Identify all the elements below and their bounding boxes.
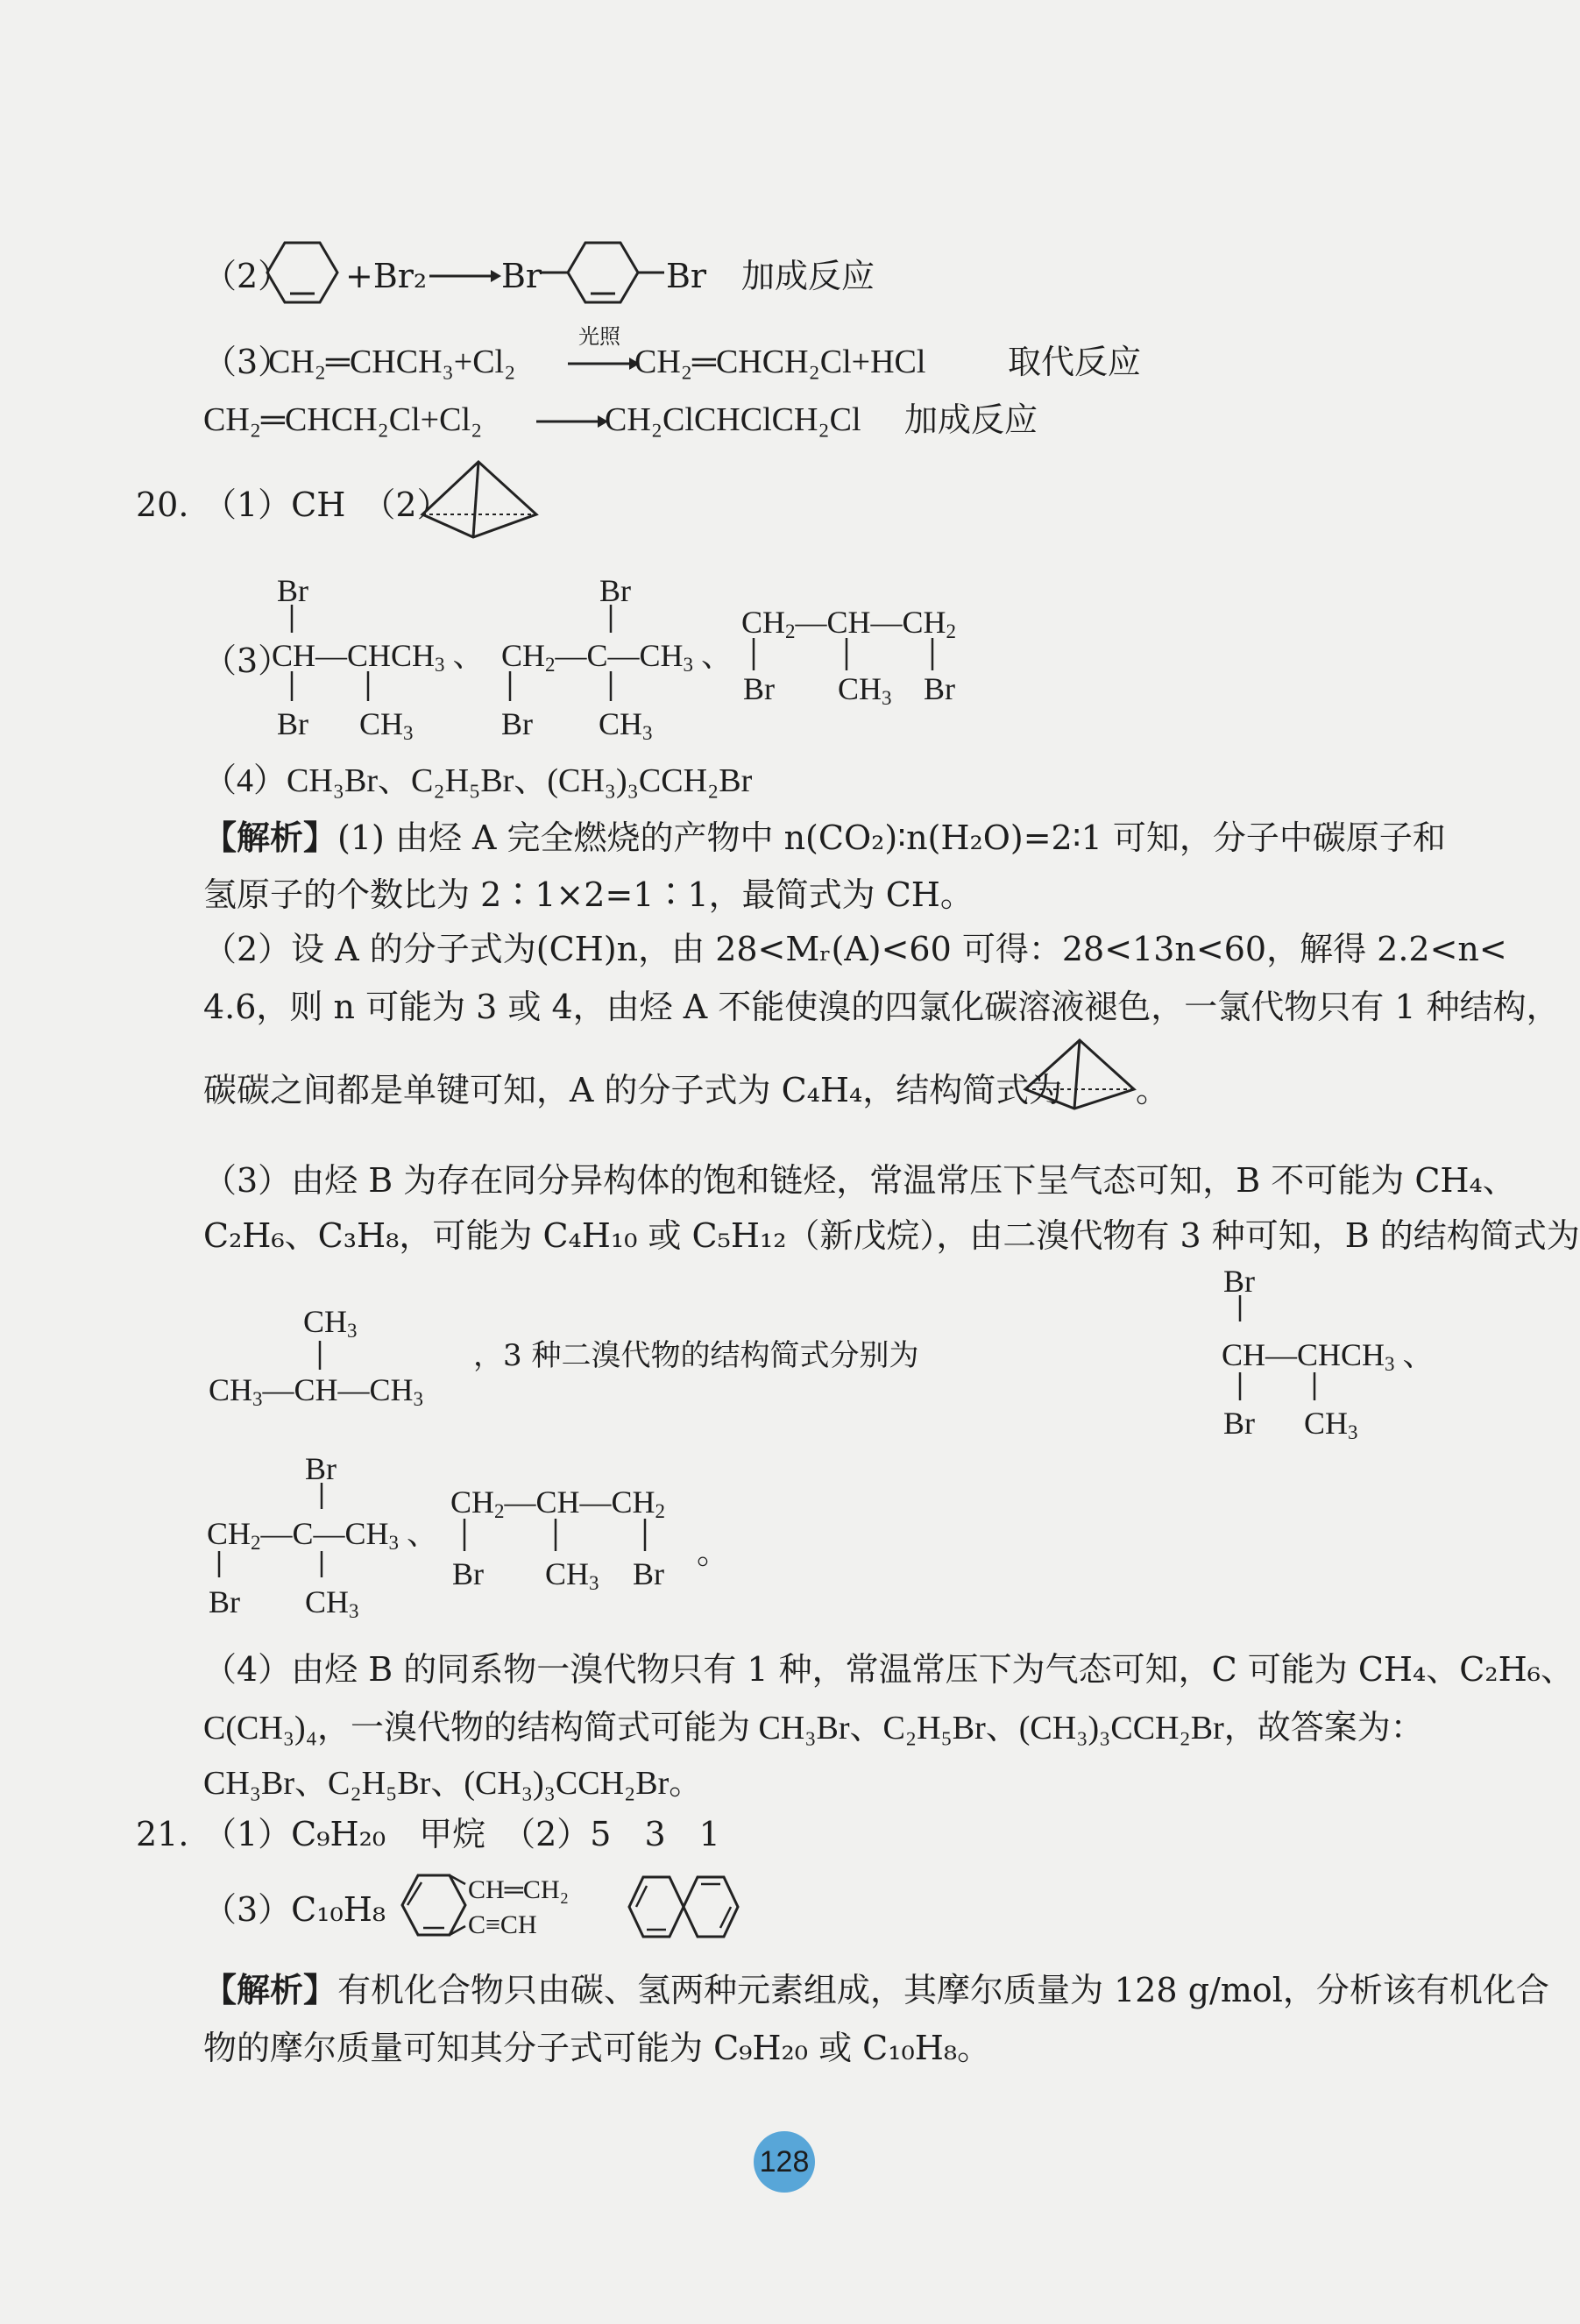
- b2-main: CH2—C—CH3 、: [207, 1516, 439, 1554]
- s1-ch3-bottom: CH3: [359, 706, 414, 744]
- q20-a2-line1: （2）设 A 的分子式为(CH)n，由 28<Mᵣ(A)<60 可得：28<13n<60，解得 2.2<n<: [203, 930, 1507, 968]
- q21-number: 21.: [136, 1815, 189, 1853]
- q20-a3-line3: ，3 种二溴代物的结构简式分别为: [473, 1338, 919, 1373]
- q19-p2-plus-br2: +Br₂: [345, 257, 428, 295]
- s1-main: CH—CHCH3 、: [272, 638, 485, 676]
- s2-br-top: Br: [599, 573, 631, 608]
- q19-p2-br-left: Br: [501, 257, 542, 295]
- q20-a3-line2: C₂H₆、C₃H₈，可能为 C₄H₁₀ 或 C₅H₁₂（新戊烷），由二溴代物有 3 种可知，B 的结构简式为: [203, 1216, 1580, 1255]
- q19-p2-br-right: Br: [666, 257, 707, 295]
- q20-analysis-tag: 【解析】: [203, 818, 337, 857]
- s2-ch3-bottom: CH3: [599, 706, 653, 744]
- q19-p3-type1: 取代反应: [1008, 343, 1142, 381]
- q20-p1: （1）CH （2）: [203, 485, 450, 524]
- b1-br-top: Br: [1223, 1264, 1255, 1299]
- q20-a2-line3-end: 。: [1136, 1071, 1170, 1109]
- q20-a2-line3: 碳碳之间都是单键可知，A 的分子式为 C₄H₄，结构简式为: [203, 1071, 1063, 1109]
- q19-p2-label: （2）: [203, 257, 292, 295]
- s3-br-right: Br: [924, 671, 955, 706]
- q21-vinyl-group: CH═CH₂: [468, 1875, 570, 1904]
- s2-br-bottom: Br: [501, 706, 533, 741]
- b3-br-left: Br: [452, 1556, 484, 1591]
- q20-a4-line2: C(CH₃)₄，一溴代物的结构简式可能为 CH₃Br、C₂H₅Br、(CH₃)₃CCH₂Br，故答案为：: [203, 1710, 1424, 1747]
- q20-number: 20.: [136, 485, 189, 524]
- q19-p3-eq1: CH₂═CHCH₃+Cl₂: [268, 344, 516, 380]
- b1-ch3-bottom: CH3: [1304, 1406, 1358, 1443]
- q19-p3-light-condition: 光照: [578, 324, 620, 349]
- q19-p3-type2: 加成反应: [904, 400, 1038, 439]
- b2-ch3-bottom: CH3: [305, 1584, 359, 1622]
- q20-p3-label: （3）: [203, 641, 292, 680]
- q21-ethynyl-group: C≡CH: [468, 1910, 537, 1939]
- q21-analysis-tag: 【解析】: [203, 1970, 337, 2009]
- q20-a4-line3: CH₃Br、C₂H₅Br、(CH₃)₃CCH₂Br。: [203, 1765, 703, 1802]
- s1-br-bottom: Br: [277, 706, 308, 741]
- q20-a1-line2: 氢原子的个数比为 2∶1×2=1∶1，最简式为 CH。: [203, 875, 974, 914]
- q19-p3-eq2: CH₂═CHCH₂Cl+Cl₂: [203, 401, 483, 438]
- s3-ch3: CH3: [838, 671, 892, 709]
- s1-br-top: Br: [277, 573, 308, 608]
- q20-p4: （4）CH₃Br、C₂H₅Br、(CH₃)₃CCH₂Br: [203, 762, 753, 799]
- q20-a3-line1: （3）由烃 B 为存在同分异构体的饱和链烃，常温常压下呈气态可知，B 不可能为 CH₄、: [203, 1161, 1516, 1200]
- q19-p3-label: （3）: [203, 343, 292, 381]
- naphthalene-structure: [624, 1874, 755, 1944]
- b3-main: CH2—CH—CH2: [450, 1484, 666, 1522]
- q20-a2-line2: 4.6，则 n 可能为 3 或 4，由烃 A 不能使溴的四氯化碳溶液褪色，一氯代物只有 1 种结构，: [203, 988, 1560, 1026]
- q20-a1-line1: (1) 由烃 A 完全燃烧的产物中 n(CO₂)∶n(H₂O)=2∶1 可知，分子中碳原子和: [337, 818, 1446, 857]
- q20-a3-end: 。: [697, 1533, 731, 1571]
- q19-p3-eq2-product: CH₂ClCHClCH₂Cl: [605, 401, 861, 438]
- s2-main: CH2—C—CH3 、: [501, 638, 733, 676]
- b1-br-bottom: Br: [1223, 1406, 1255, 1441]
- q21-p3-label: （3）C₁₀H₈: [203, 1890, 386, 1929]
- q21-p1: （1）C₉H₂₀ 甲烷 （2）5 3 1: [203, 1815, 720, 1853]
- b2-br-bottom: Br: [209, 1584, 240, 1619]
- b1-main: CH—CHCH3 、: [1222, 1337, 1435, 1375]
- q19-p3-eq1-product: CH₂═CHCH₂Cl+HCl: [634, 344, 926, 380]
- s3-br-left: Br: [743, 671, 775, 706]
- isobutane-main: CH3—CH—CH3: [209, 1372, 424, 1410]
- q21-a-line1: 有机化合物只由碳、氢两种元素组成，其摩尔质量为 128 g/mol，分析该有机化合: [337, 1971, 1549, 2009]
- page-number: 128: [754, 2131, 815, 2193]
- q21-a-line2: 物的摩尔质量可知其分子式可能为 C₉H₂₀ 或 C₁₀H₈。: [203, 2029, 991, 2067]
- b3-ch3: CH3: [545, 1556, 599, 1594]
- q20-a4-line1: （4）由烃 B 的同系物一溴代物只有 1 种，常温常压下为气态可知，C 可能为 CH₄、C₂H₆、: [203, 1650, 1574, 1689]
- q19-p2-type: 加成反应: [741, 257, 875, 295]
- isobutane-ch3-top: CH3: [303, 1304, 358, 1342]
- b3-br-right: Br: [633, 1556, 664, 1591]
- b2-br-top: Br: [305, 1451, 337, 1486]
- s3-main: CH2—CH—CH2: [741, 605, 957, 642]
